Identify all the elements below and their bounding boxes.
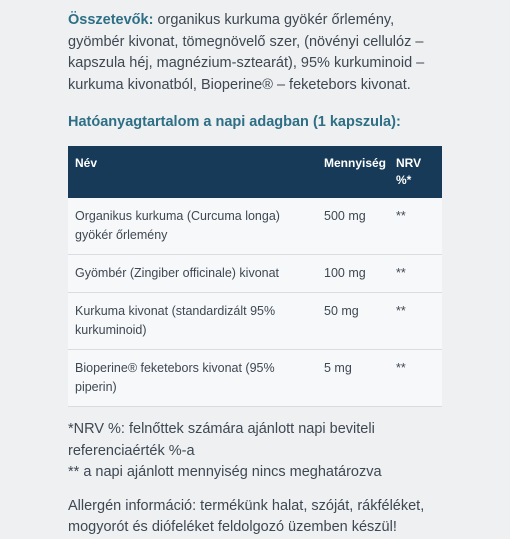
dosage-section-title: Hatóanyagtartalom a napi adagban (1 kapszula): xyxy=(68,114,401,130)
header-nrv: NRV %* xyxy=(389,146,442,198)
row-nrv: ** xyxy=(389,255,442,293)
row-quantity: 500 mg xyxy=(317,198,389,255)
row-quantity: 50 mg xyxy=(317,293,389,350)
table-row xyxy=(68,293,442,350)
product-info-content xyxy=(68,0,444,539)
ingredients-text: organikus kurkuma gyökér őrlemény, gyömbér kivonat, tömegnövelő szer, (növényi cellulóz – kapszula héj, magnézium-sztearát), 95% kurkuminoid – kurkuma kivonatból, Bioperine® – feketebors kivonat. xyxy=(68,12,425,93)
table-row xyxy=(68,350,442,407)
nrv-footnote: *NRV %: felnőttek számára ajánlott napi beviteli referenciaérték %-a xyxy=(68,421,375,459)
header-quantity: Mennyiség xyxy=(317,146,389,198)
row-quantity: 5 mg xyxy=(317,350,389,407)
table-header-row xyxy=(68,146,442,198)
allergen-info: Allergén információ: termékünk halat, szóját, rákféléket, mogyorót és diófeléket feldolgozó üzemben készül! xyxy=(68,497,425,535)
row-name: Gyömbér (Zingiber officinale) kivonat xyxy=(68,255,317,293)
row-quantity: 100 mg xyxy=(317,255,389,293)
row-nrv: ** xyxy=(389,293,442,350)
table-row xyxy=(68,198,442,255)
row-name: Organikus kurkuma (Curcuma longa) gyökér őrlemény xyxy=(68,198,317,255)
footnotes xyxy=(68,419,444,484)
row-nrv: ** xyxy=(389,198,442,255)
header-name: Név xyxy=(68,146,317,198)
dosage-table xyxy=(68,146,442,407)
table-row xyxy=(68,255,442,293)
row-name: Bioperine® feketebors kivonat (95% piperin) xyxy=(68,350,317,407)
no-value-footnote: ** a napi ajánlott mennyiség nincs meghatározva xyxy=(68,464,382,480)
ingredients-paragraph xyxy=(68,10,444,96)
row-name: Kurkuma kivonat (standardizált 95% kurkuminoid) xyxy=(68,293,317,350)
row-nrv: ** xyxy=(389,350,442,407)
ingredients-label: Összetevők: xyxy=(68,12,154,28)
